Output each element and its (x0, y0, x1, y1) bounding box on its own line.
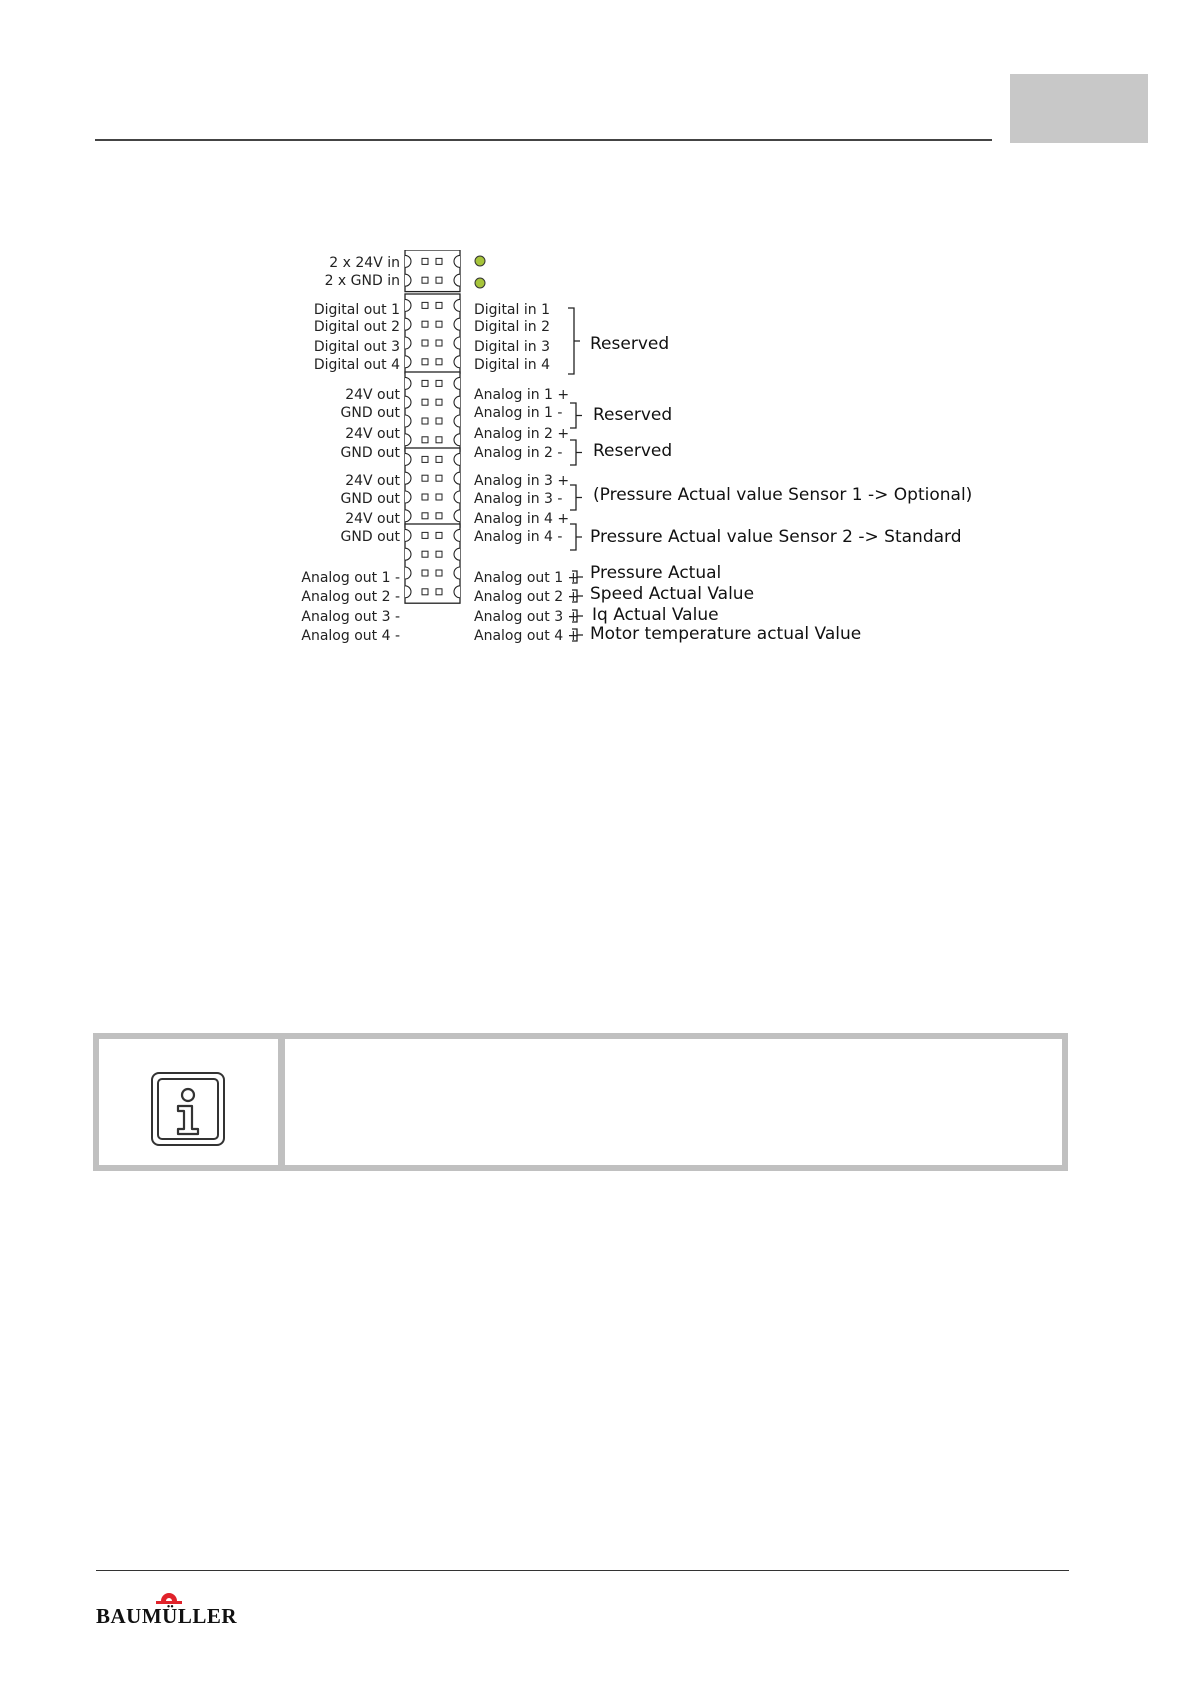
left-label: Digital out 1 (313, 302, 400, 318)
left-label: 24V out (345, 511, 400, 527)
connector-pin (422, 359, 428, 365)
right-label: Analog in 2 - (474, 445, 563, 461)
connector-pin (422, 380, 428, 386)
right-label: Digital in 2 (474, 319, 550, 335)
left-label: GND out (340, 445, 400, 461)
connector-pin (422, 437, 428, 443)
left-label: Digital out 2 (313, 319, 400, 335)
bracket (568, 308, 580, 374)
footer-rule (96, 1570, 1069, 1571)
connector-pin (436, 589, 442, 595)
info-box (93, 1033, 1068, 1171)
left-label: 2 x 24V in (329, 255, 400, 271)
left-label: 24V out (345, 473, 400, 489)
connector-pin (422, 258, 428, 264)
info-icon (150, 1071, 226, 1147)
header-rule (95, 139, 992, 141)
connector-pin (436, 258, 442, 264)
right-label: Analog out 2 + (474, 589, 580, 605)
status-led (475, 256, 485, 266)
bracket (570, 524, 582, 550)
connector-block-frame (405, 250, 460, 292)
connector-pin (436, 532, 442, 538)
connector-block-frame (405, 448, 460, 527)
connector-pin (436, 475, 442, 481)
right-label: Digital in 1 (474, 302, 550, 318)
connector-pin (436, 277, 442, 283)
connector-pin (436, 456, 442, 462)
connector-pin (436, 494, 442, 500)
left-label: 2 x GND in (324, 273, 400, 289)
connector-pin (422, 277, 428, 283)
left-label: 24V out (345, 387, 400, 403)
annotation: (Pressure Actual value Sensor 1 -> Optional) (593, 485, 973, 505)
terminal-diagram (300, 250, 980, 660)
connector-blocks (405, 250, 460, 603)
right-label: Analog in 4 + (474, 511, 570, 527)
connector-pin (422, 513, 428, 519)
connector-pin (422, 551, 428, 557)
connector-pin (422, 340, 428, 346)
connector-pin (422, 399, 428, 405)
connector-pin (422, 456, 428, 462)
annotation: Motor temperature actual Value (590, 624, 862, 644)
status-led (475, 278, 485, 288)
connector-pin (436, 551, 442, 557)
annotation: Reserved (590, 334, 670, 354)
connector-pin (422, 321, 428, 327)
right-label: Analog in 1 + (474, 387, 570, 403)
info-box-divider (278, 1033, 285, 1171)
connector-pin (422, 475, 428, 481)
left-label: Analog out 4 - (301, 628, 400, 644)
connector-pin (422, 532, 428, 538)
right-label: Analog out 1 + (474, 570, 580, 586)
right-label: Analog in 2 + (474, 426, 570, 442)
right-label: Analog out 4 + (474, 628, 580, 644)
connector-pin (436, 340, 442, 346)
connector-pin (436, 302, 442, 308)
annotation: Iq Actual Value (592, 605, 719, 625)
baumuller-logo (96, 1585, 246, 1625)
right-label: Analog out 3 + (474, 609, 580, 625)
left-label: Analog out 3 - (301, 609, 400, 625)
connector-block (405, 294, 460, 373)
connector-pin (422, 494, 428, 500)
logo-text: BAUMÜLLER (96, 1604, 238, 1625)
connector-pin (436, 399, 442, 405)
connector-block (405, 372, 460, 451)
chapter-tab (1010, 74, 1148, 143)
connector-pin (436, 418, 442, 424)
connector-block-frame (405, 524, 460, 603)
connector-pin (422, 589, 428, 595)
annotation: Reserved (593, 405, 673, 425)
connector-pin (422, 570, 428, 576)
right-label: Analog in 3 - (474, 491, 563, 507)
connector-block-frame (405, 294, 460, 373)
right-label: Analog in 1 - (474, 405, 563, 421)
annotation: Pressure Actual value Sensor 2 -> Standard (590, 527, 962, 547)
bracket (570, 403, 582, 428)
left-label: Digital out 4 (313, 357, 400, 373)
left-label: GND out (340, 529, 400, 545)
bracket (570, 440, 582, 465)
connector-pin (436, 359, 442, 365)
left-label: Digital out 3 (313, 339, 400, 355)
right-label: Analog in 3 + (474, 473, 570, 489)
left-label: GND out (340, 491, 400, 507)
annotation: Reserved (593, 441, 673, 461)
bracket (570, 485, 582, 510)
annotation: Pressure Actual (590, 563, 722, 583)
connector-block (405, 250, 460, 292)
connector-block (405, 448, 460, 527)
logo-mark (161, 1593, 177, 1601)
left-label: GND out (340, 405, 400, 421)
connector-pin (422, 302, 428, 308)
connector-pin (436, 513, 442, 519)
connector-pin (436, 437, 442, 443)
connector-pin (436, 380, 442, 386)
left-label: Analog out 2 - (301, 589, 400, 605)
connector-pin (422, 418, 428, 424)
connector-block-frame (405, 372, 460, 451)
annotation: Speed Actual Value (590, 584, 755, 604)
right-label: Digital in 4 (474, 357, 550, 373)
connector-block (405, 524, 460, 603)
status-leds (475, 256, 485, 288)
left-label: Analog out 1 - (301, 570, 400, 586)
right-label: Digital in 3 (474, 339, 550, 355)
connector-pin (436, 321, 442, 327)
connector-pin (436, 570, 442, 576)
right-label: Analog in 4 - (474, 529, 563, 545)
left-label: 24V out (345, 426, 400, 442)
